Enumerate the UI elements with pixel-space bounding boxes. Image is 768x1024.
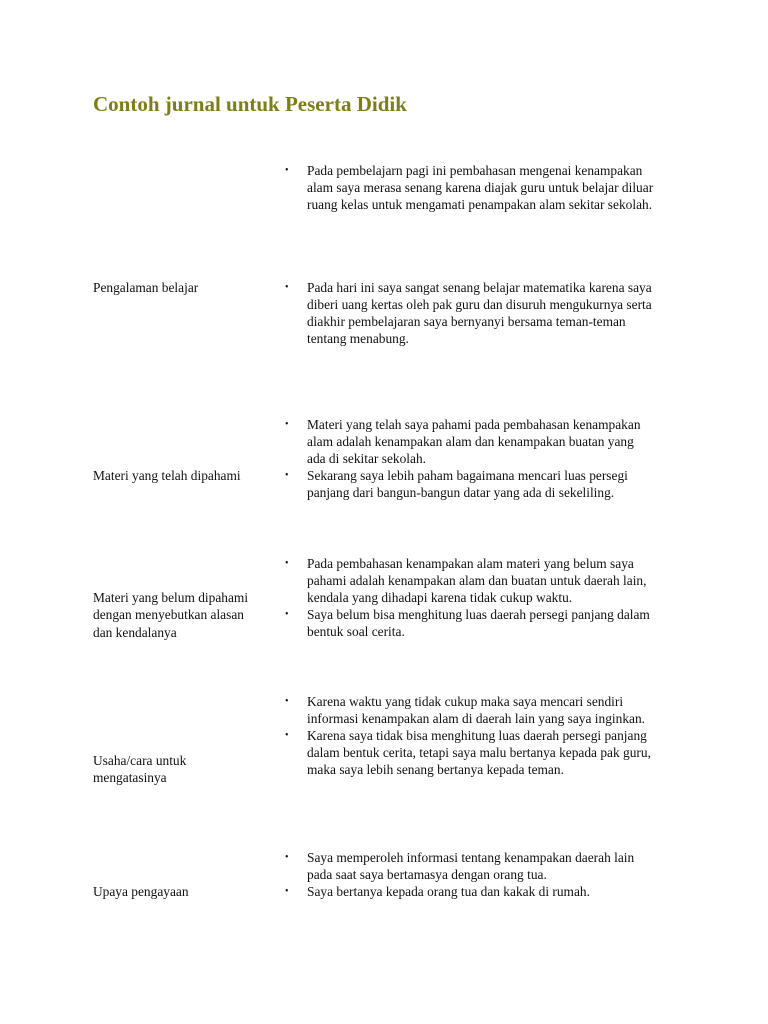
- list-item: [284, 693, 654, 727]
- list-item: [284, 467, 654, 501]
- bullet-list: [284, 416, 654, 501]
- list-item: [284, 606, 654, 640]
- bullet-icon: •: [285, 419, 289, 430]
- bullet-list: [284, 849, 654, 900]
- list-item-text: Pada hari ini saya sangat senang belajar matematika karena saya diberi uang kertas oleh pak guru dan disuruh mengukurnya serta diakhir pembelajaran saya bernyanyi bersama teman-teman tentang menabung.: [307, 280, 652, 346]
- list-item-text: Karena saya tidak bisa menghitung luas daerah persegi panjang dalam bentuk cerita, tetapi saya malu bertanya kepada pak guru, maka saya lebih senang bertanya kepada teman.: [307, 728, 651, 777]
- bullet-list: [284, 279, 654, 347]
- bullet-list: [284, 162, 654, 213]
- bullet-icon: •: [285, 470, 289, 481]
- bullet-icon: •: [285, 609, 289, 620]
- list-item: [284, 162, 654, 213]
- bullet-list: [284, 555, 654, 640]
- bullet-icon: •: [285, 886, 289, 897]
- list-item-text: Saya belum bisa menghitung luas daerah persegi panjang dalam bentuk soal cerita.: [307, 607, 650, 639]
- row-label: Usaha/cara untuk mengatasinya: [93, 753, 187, 786]
- row-label: Materi yang telah dipahami: [93, 468, 241, 483]
- list-item-text: Sekarang saya lebih paham bagaimana mencari luas persegi panjang dari bangun-bangun datar yang ada di sekeliling.: [307, 468, 628, 500]
- bullet-icon: •: [285, 282, 289, 293]
- list-item-text: Karena waktu yang tidak cukup maka saya mencari sendiri informasi kenampakan alam di daerah lain yang saya inginkan.: [307, 694, 645, 726]
- list-item: [284, 555, 654, 606]
- bullet-icon: •: [285, 558, 289, 569]
- list-item: [284, 727, 654, 778]
- list-item: [284, 416, 654, 467]
- list-item: [284, 883, 654, 900]
- row-label: Pengalaman belajar: [93, 280, 199, 295]
- list-item-text: Pada pembahasan kenampakan alam materi yang belum saya pahami adalah kenampakan alam dan buatan untuk daerah lain, kendala yang dihadapi karena tidak cukup waktu.: [307, 556, 647, 605]
- bullet-icon: •: [285, 696, 289, 707]
- list-item-text: Saya memperoleh informasi tentang kenampakan daerah lain pada saat saya bertamasya dengan orang tua.: [307, 850, 635, 882]
- row-label: Upaya pengayaan: [93, 884, 189, 899]
- bullet-icon: •: [285, 852, 289, 863]
- row-label: Materi yang belum dipahami dengan menyebutkan alasan dan kendalanya: [93, 590, 249, 640]
- page-title: Contoh jurnal untuk Peserta Didik: [93, 92, 407, 116]
- bullet-icon: •: [285, 165, 289, 176]
- list-item: [284, 279, 654, 347]
- bullet-list: [284, 693, 654, 778]
- list-item: [284, 849, 654, 883]
- list-item-text: Pada pembelajarn pagi ini pembahasan mengenai kenampakan alam saya merasa senang karena diajak guru untuk belajar diluar ruang kelas untuk mengamati penampakan alam sekitar sekolah.: [307, 163, 654, 212]
- bullet-icon: •: [285, 730, 289, 741]
- list-item-text: Saya bertanya kepada orang tua dan kakak di rumah.: [307, 884, 590, 899]
- list-item-text: Materi yang telah saya pahami pada pembahasan kenampakan alam adalah kenampakan alam dan kenampakan buatan yang ada di sekitar sekolah.: [307, 417, 641, 466]
